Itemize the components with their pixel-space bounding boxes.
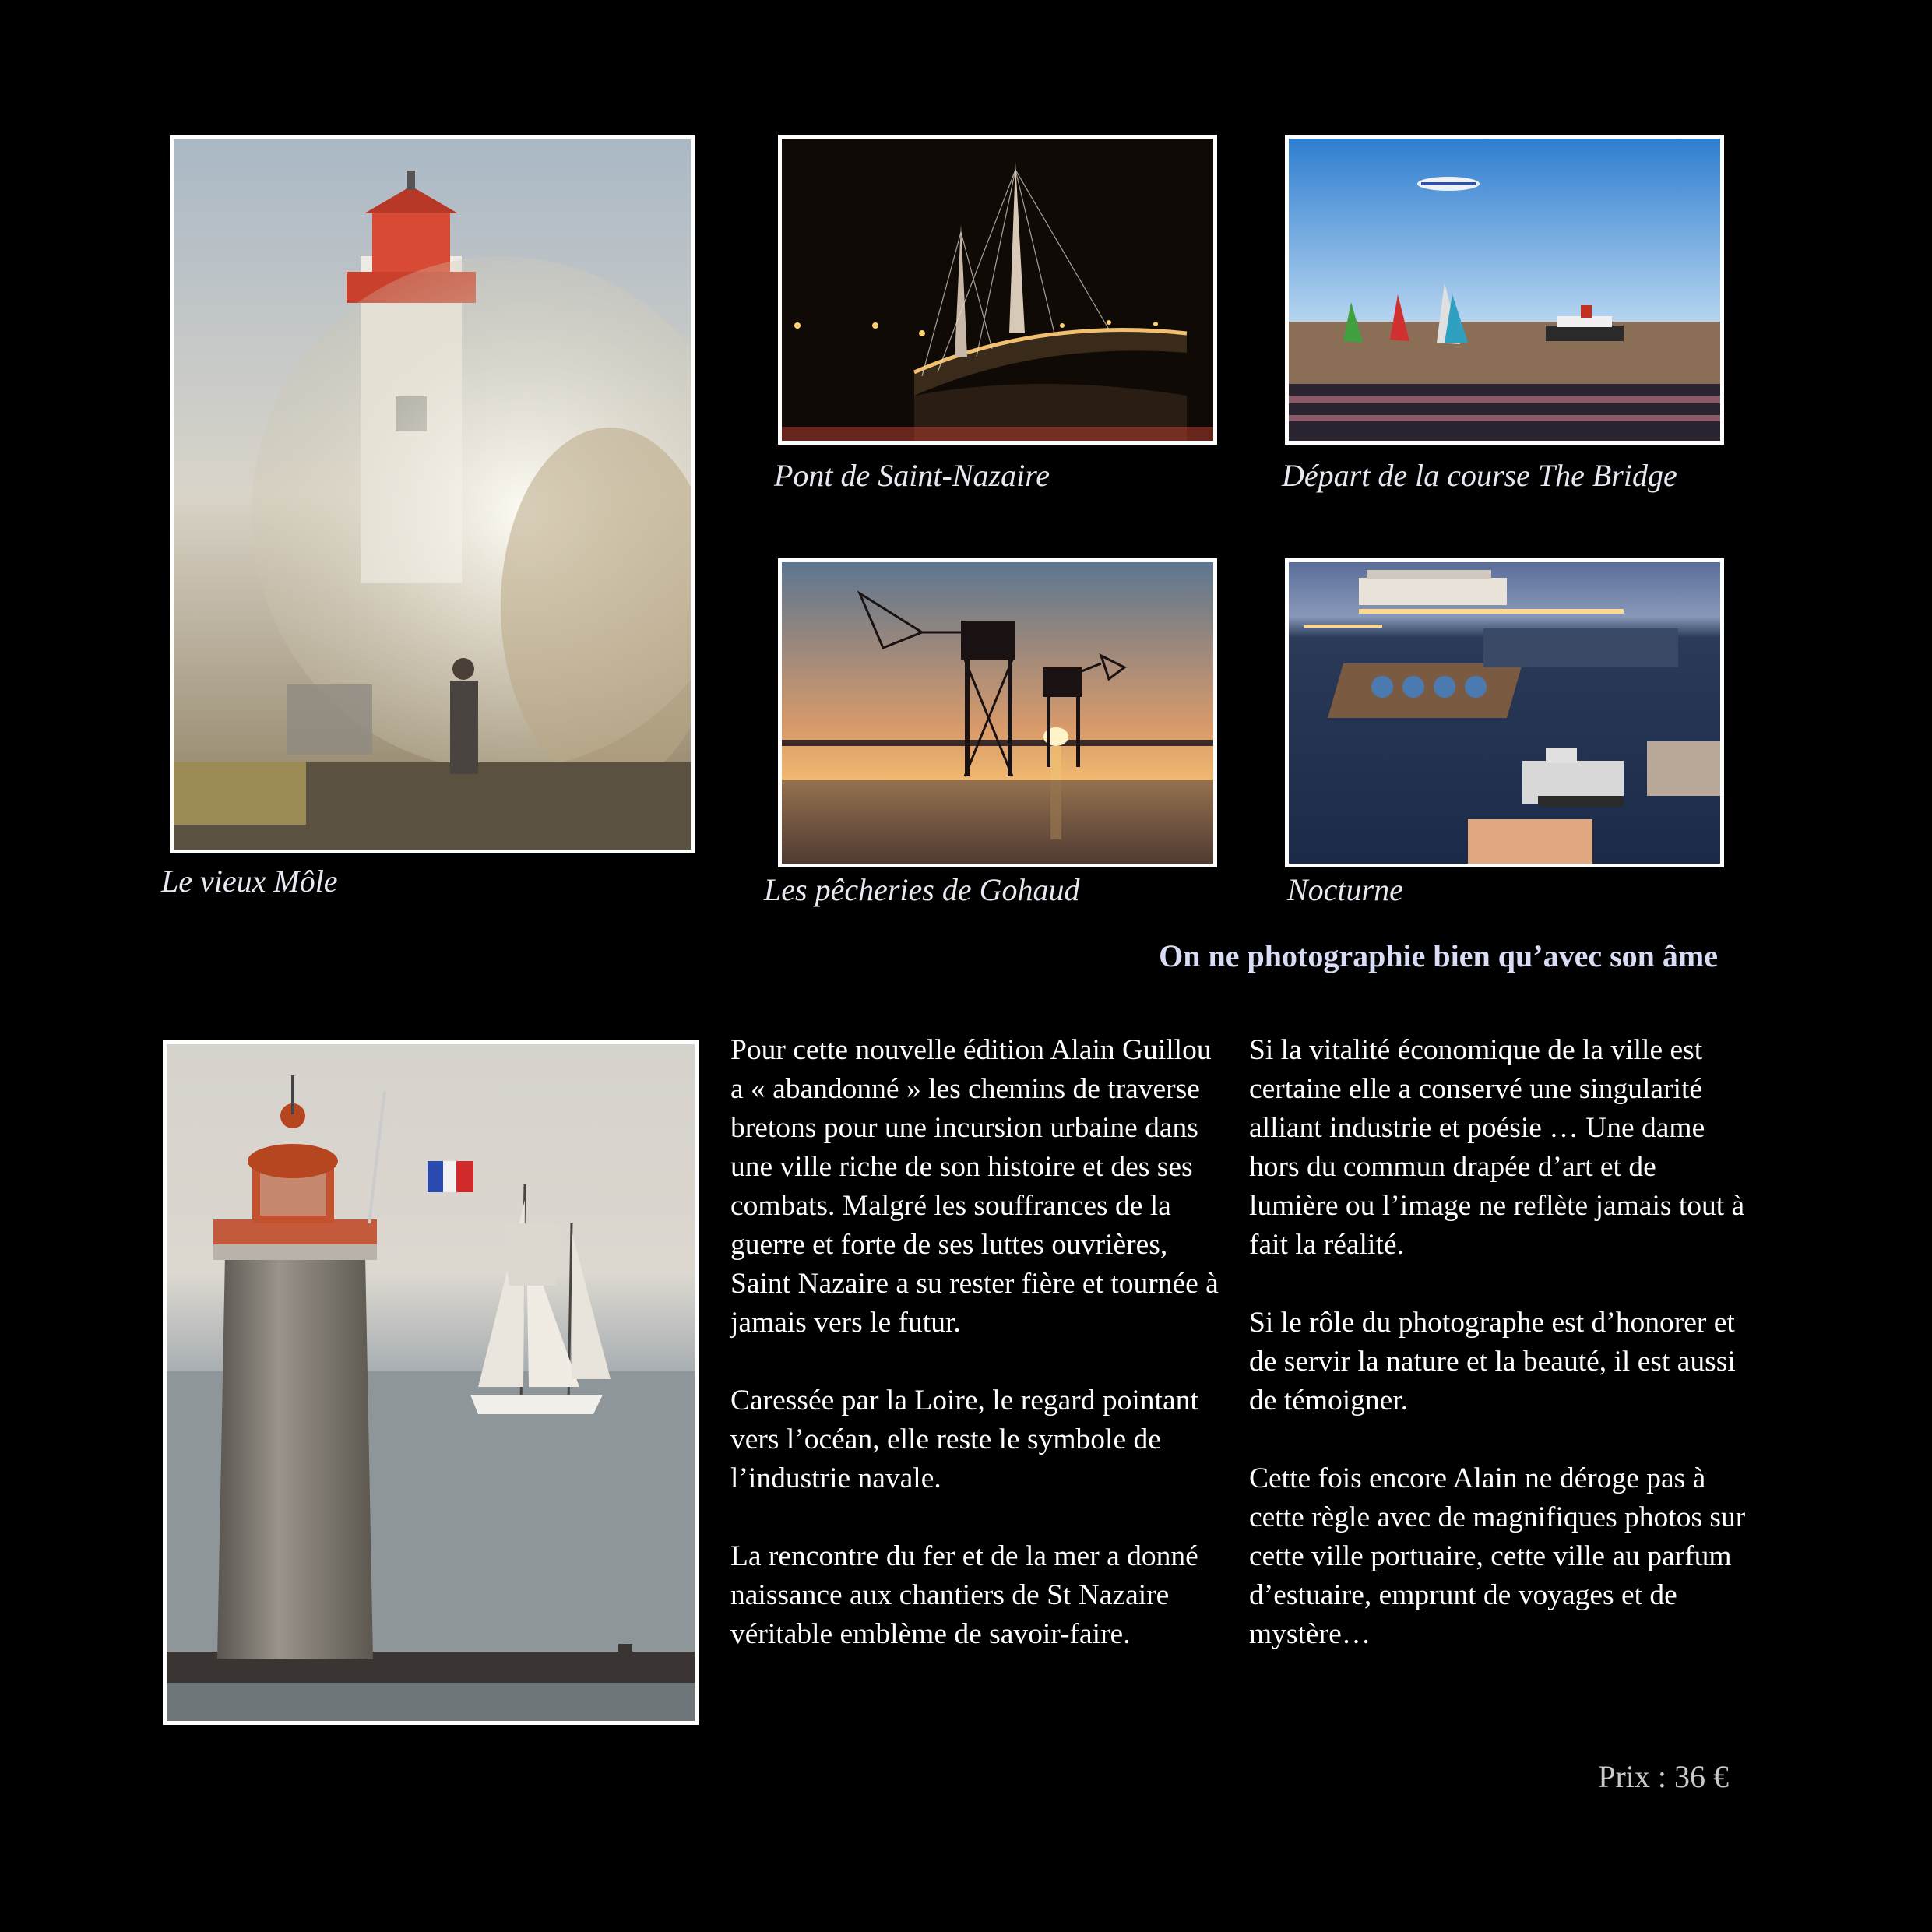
paragraph: Pour cette nouvelle édition Alain Guillou a « abandonné » les chemins de traverse bretons pour une incursion urbaine dans une ville riche de son histoire et des ses combats. Malgré les souffrances de la guerre et forte de ses luttes ouvrières, Saint Nazaire a su rester fière et tournée à jamais vers le futur. [730, 1034, 1219, 1339]
paragraph: Caressée par la Loire, le regard pointant vers l’océan, elle reste le symbole de l’industrie navale. [730, 1385, 1198, 1494]
caption-nocturne: Nocturne [1287, 872, 1403, 907]
section-heading: On ne photographie bien qu’avec son âme [1159, 938, 1718, 973]
caption-pecheries-gohaud: Les pêcheries de Gohaud [764, 872, 1080, 907]
text-column-right [1249, 1031, 1751, 1654]
photo-depart-the-bridge [1285, 135, 1724, 445]
paragraph: Si la vitalité économique de la ville est certaine elle a conservé une singularité alliant industrie et poésie … Une dame hors du commun drapée d’art et de lumière ou l’image ne reflète jamais tout à fait la réalité. [1249, 1034, 1745, 1261]
paragraph: La rencontre du fer et de la mer a donné naissance aux chantiers de St Nazaire véritable emblème de savoir-faire. [730, 1540, 1198, 1650]
caption-vieux-mole: Le vieux Môle [161, 864, 338, 899]
price-label: Prix : 36 € [1598, 1759, 1729, 1794]
caption-pont-saint-nazaire: Pont de Saint-Nazaire [774, 458, 1050, 493]
caption-depart-the-bridge: Départ de la course The Bridge [1282, 458, 1677, 493]
paragraph: Cette fois encore Alain ne déroge pas à cette règle avec de magnifiques photos sur cette ville portuaire, cette ville au parfum d’estuaire, emprunt de voyages et de mystère… [1249, 1462, 1746, 1650]
photo-pont-saint-nazaire [778, 135, 1217, 445]
paragraph: Si le rôle du photographe est d’honorer et de servir la nature et la beauté, il est aussi de témoigner. [1249, 1307, 1736, 1416]
text-column-left [730, 1031, 1229, 1654]
photo-nocturne [1285, 558, 1724, 867]
photo-pecheries-gohaud [778, 558, 1217, 867]
photo-phare-voilier [163, 1040, 699, 1725]
photo-vieux-mole [170, 135, 695, 853]
